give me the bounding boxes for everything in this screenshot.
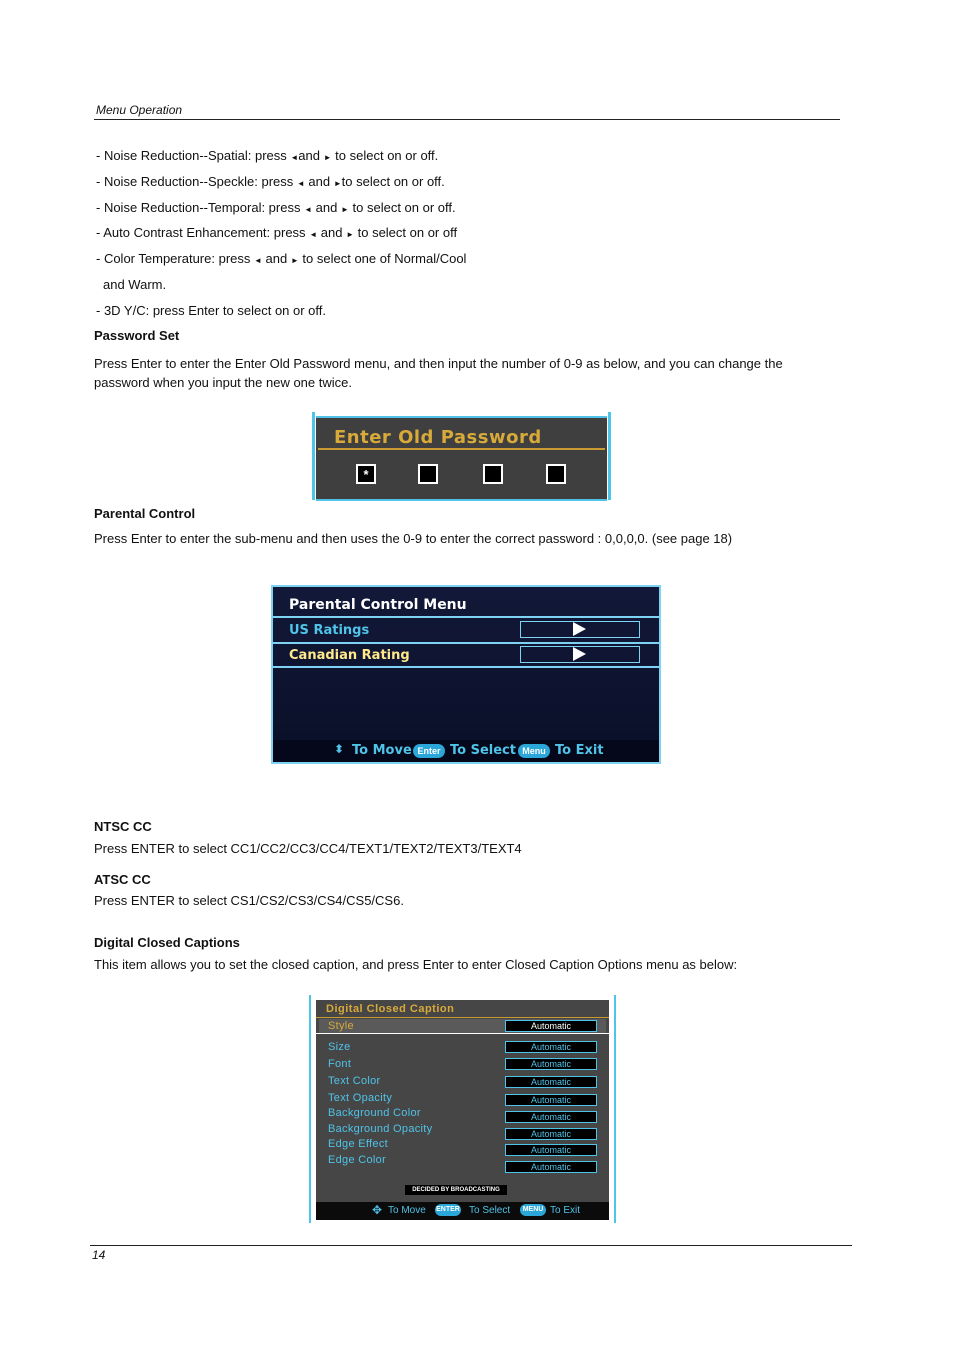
password-digit-4[interactable] xyxy=(546,464,566,484)
footer-to-select: To Select xyxy=(450,743,516,758)
parental-panel-title: Parental Control Menu xyxy=(289,597,467,613)
dcc-body: This item allows you to set the closed caption, and press Enter to enter Closed Caption Options menu as below: xyxy=(94,957,738,972)
enter-key-icon: ENTER xyxy=(435,1204,461,1216)
dcc-highlight-underline xyxy=(316,1033,609,1034)
dcc-title-underline xyxy=(316,1017,609,1018)
footer-to-move: To Move xyxy=(352,743,412,758)
parental-control-panel xyxy=(271,585,661,764)
cc-value-size[interactable]: Automatic xyxy=(505,1041,597,1053)
menu-key-icon: Menu xyxy=(518,744,550,758)
password-panel-right-edge xyxy=(608,412,611,500)
cc-value-style[interactable]: Automatic xyxy=(505,1020,597,1032)
bullet-spatial: - Noise Reduction--Spatial: press ◄and ► to select on or off. xyxy=(96,148,439,163)
cc-value-font[interactable]: Automatic xyxy=(505,1058,597,1070)
left-arrow-icon: ◄ xyxy=(254,256,262,265)
bullet-auto-contrast: - Auto Contrast Enhancement: press ◄ and ► to select on or off xyxy=(96,225,458,240)
dcc-panel-left-edge xyxy=(309,995,311,1223)
navigation-arrows-icon: ✥ xyxy=(372,1203,383,1217)
cc-value-edge-effect[interactable]: Automatic xyxy=(505,1144,597,1156)
password-digit-2[interactable] xyxy=(418,464,438,484)
password-panel-title: Enter Old Password xyxy=(334,427,542,448)
dcc-heading: Digital Closed Captions xyxy=(94,935,240,950)
cc-label-style[interactable]: Style xyxy=(328,1020,354,1032)
color-temp-continuation: and Warm. xyxy=(103,277,167,292)
enter-key-icon: Enter xyxy=(413,744,445,758)
left-arrow-icon: ◄ xyxy=(304,205,313,214)
canadian-rating-arrow-box[interactable] xyxy=(520,646,640,663)
menu-item-canadian-rating[interactable]: Canadian Rating xyxy=(289,648,410,663)
dcc-footer-to-move: To Move xyxy=(388,1205,426,1216)
parental-item-separator-1 xyxy=(273,642,659,644)
right-arrow-icon: ► xyxy=(290,256,299,265)
footer-rule xyxy=(90,1245,852,1246)
cc-value-text-opacity[interactable]: Automatic xyxy=(505,1094,597,1106)
password-heading: Password Set xyxy=(94,328,180,343)
left-arrow-icon: ◄ xyxy=(296,179,305,188)
decided-by-broadcasting-badge: DECIDED BY BROADCASTING xyxy=(405,1185,507,1195)
page-number: 14 xyxy=(92,1248,106,1262)
parental-body: Press Enter to enter the sub-menu and then uses the 0-9 to enter the correct password : 0,0,0,0. (see page 18) xyxy=(94,531,733,546)
password-body-2: password when you input the new one twice. xyxy=(94,375,352,390)
atsc-heading: ATSC CC xyxy=(94,872,151,887)
cc-label-edge-color[interactable]: Edge Color xyxy=(328,1154,387,1166)
password-digit-1[interactable]: * xyxy=(356,464,376,484)
dcc-footer-to-select: To Select xyxy=(469,1205,511,1216)
bullet-3d-yc: - 3D Y/C: press Enter to select on or off. xyxy=(96,303,327,318)
up-down-arrows-icon: ⬍ xyxy=(334,742,345,756)
cc-label-background-color[interactable]: Background Color xyxy=(328,1107,421,1119)
password-digit-3[interactable] xyxy=(483,464,503,484)
cc-label-background-opacity[interactable]: Background Opacity xyxy=(328,1123,433,1135)
right-arrow-icon: ► xyxy=(346,230,354,239)
cc-label-text-opacity[interactable]: Text Opacity xyxy=(328,1092,393,1104)
section-header: Menu Operation xyxy=(96,103,183,117)
right-arrow-icon: ► xyxy=(340,205,349,214)
right-arrow-icon: ► xyxy=(333,179,342,188)
cc-label-size[interactable]: Size xyxy=(328,1041,351,1053)
us-ratings-arrow-box[interactable] xyxy=(520,621,640,638)
atsc-body: Press ENTER to select CS1/CS2/CS3/CS4/CS5/CS6. xyxy=(94,893,404,908)
parental-footer-bar xyxy=(273,740,659,762)
dcc-panel-title: Digital Closed Caption xyxy=(326,1003,455,1015)
cc-value-background-opacity[interactable]: Automatic xyxy=(505,1128,597,1140)
parental-item-separator-2 xyxy=(273,666,659,668)
password-body-1: Press Enter to enter the Enter Old Password menu, and then input the number of 0-9 as below, and you can change the xyxy=(94,356,783,371)
cc-value-text-color[interactable]: Automatic xyxy=(505,1076,597,1088)
header-rule xyxy=(94,119,840,120)
bullet-speckle: - Noise Reduction--Speckle: press ◄ and ►to select on or off. xyxy=(96,174,445,189)
dcc-footer-to-exit: To Exit xyxy=(550,1205,581,1216)
menu-item-us-ratings[interactable]: US Ratings xyxy=(289,623,370,638)
right-arrow-icon: ► xyxy=(323,153,332,162)
menu-key-icon: MENU xyxy=(520,1204,546,1216)
password-panel-left-edge xyxy=(312,412,315,500)
digital-closed-caption-panel xyxy=(316,1000,609,1220)
cc-value-background-color[interactable]: Automatic xyxy=(505,1111,597,1123)
cc-label-edge-effect[interactable]: Edge Effect xyxy=(328,1138,388,1150)
footer-to-exit: To Exit xyxy=(555,743,604,758)
cc-label-font[interactable]: Font xyxy=(328,1058,352,1070)
ntsc-heading: NTSC CC xyxy=(94,819,152,834)
cc-value-edge-color[interactable]: Automatic xyxy=(505,1161,597,1173)
bullet-color-temp: - Color Temperature: press ◄ and ► to select one of Normal/Cool xyxy=(96,251,467,266)
password-title-underline xyxy=(318,448,605,450)
dcc-panel-right-edge xyxy=(614,995,616,1223)
bullet-temporal: - Noise Reduction--Temporal: press ◄ and ► to select on or off. xyxy=(96,200,456,215)
parental-title-separator xyxy=(273,616,659,618)
left-arrow-icon: ◄ xyxy=(290,153,299,162)
left-arrow-icon: ◄ xyxy=(309,230,318,239)
old-password-panel xyxy=(316,416,607,501)
play-arrow-icon xyxy=(573,622,586,636)
cc-label-text-color[interactable]: Text Color xyxy=(328,1075,381,1087)
ntsc-body: Press ENTER to select CC1/CC2/CC3/CC4/TEXT1/TEXT2/TEXT3/TEXT4 xyxy=(94,841,522,856)
play-arrow-icon xyxy=(573,647,586,661)
dcc-footer-bar xyxy=(316,1202,609,1220)
parental-heading: Parental Control xyxy=(94,506,196,521)
